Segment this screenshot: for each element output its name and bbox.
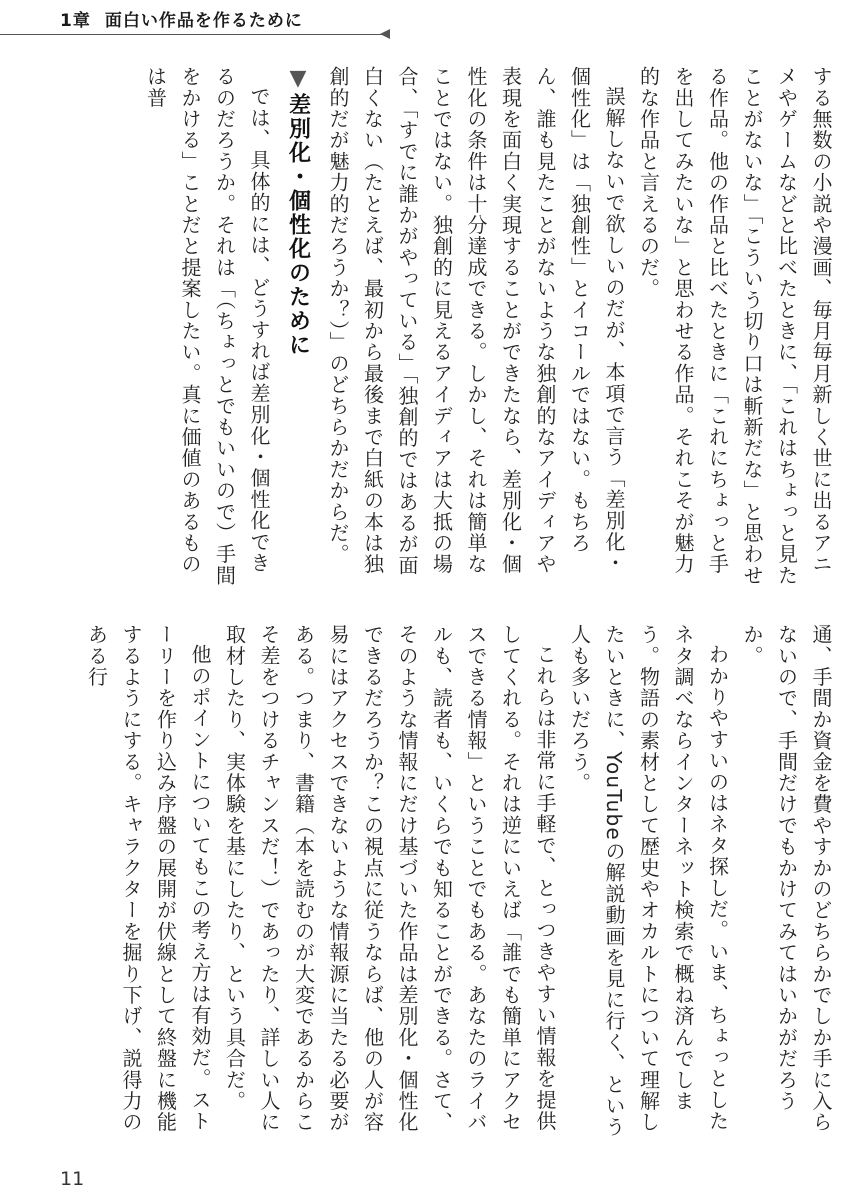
running-header xyxy=(0,0,846,44)
paragraph: 他のポイントについてもこの考え方は有効だ。ストーリーを作り込み序盤の展開が伏線として終盤に機能するようにする。キャラクターを掘り下げ、説得力のある行 xyxy=(84,624,212,1133)
paragraph: では、具体的には、どうすれば差別化・個性化できるのだろうか。それは「（ちょっとでもいいので）手間をかける」ことだと提案したい。真に価値のあるものは普 xyxy=(143,66,271,586)
text-column-top xyxy=(128,66,838,586)
paragraph: 誤解しないで欲しいのだが、本項で言う「差別化・個性化」は「独創性」とイコールではない。もちろん、誰も見たことがないような独創的なアイディアや表現を面白く実現することができたなら、差別化・個性化の条件は十分達成できる。しかし、それは簡単なことではない。独創的に見えるアイディアは大抵の場合、「すでに誰かがやっている」「独創的ではあるが面白くない（たとえば、最初から最後まで白紙の本は独創的だが魅力的だろうか？）」のどちらかだからだ。 xyxy=(326,66,626,576)
section-heading-text: 差別化・個性化のために xyxy=(285,93,311,357)
paragraph: わかりやすいのはネタ探しだ。いま、ちょっとしたネタ調べならインターネット検索で概ね済んでしまう。物語の素材として歴史やオカルトについて理解したいときに、YouTubeの解説動画を見に行く、という人も多いだろう。 xyxy=(567,624,730,1138)
section-heading xyxy=(276,66,321,586)
triangle-marker-icon: ▼ xyxy=(285,66,311,93)
text-column-bottom xyxy=(84,624,838,1144)
page-number: 11 xyxy=(60,1168,85,1190)
chapter-label: 1章 xyxy=(60,11,91,31)
header-arrow-icon xyxy=(380,29,390,39)
header-rule xyxy=(0,34,384,35)
chapter-title: 面白い作品を作るために xyxy=(104,11,303,31)
paragraph: 通、手間か資金を費やすかのどちらかでしか手に入らないので、手間だけでもかけてみてはいかがだろうか。 xyxy=(740,624,833,1133)
paragraph: する無数の小説や漫画、毎月毎月新しく世に出るアニメやゲームなどと比べたときに、「これはちょっと見たことがないな」「こういう切り口は斬新だな」と思わせる作品。他の作品と比べたときに「これにちょっと手を出してみたいな」と思わせる作品。それこそが魅力的な作品と言えるのだ。 xyxy=(636,66,833,586)
paragraph: これらは非常に手軽で、とっつきやすい情報を提供してくれる。それは逆にいえば「誰でも簡単にアクセスできる情報」ということでもある。あなたのライバルも、読者も、いくらでも知ることができる。さて、そのような情報にだけ基づいた作品は差別化・個性化できるだろうか？この視点に従うならば、他の人が容易にはアクセスできないような情報源に当たる必要がある。つまり、書籍（本を読むのが大変であるからこそ差をつけるチャンスだ！）であったり、詳しい人に取材したり、実体験を基にしたり、という具合だ。 xyxy=(222,624,557,1133)
chapter-header-title xyxy=(60,6,303,31)
